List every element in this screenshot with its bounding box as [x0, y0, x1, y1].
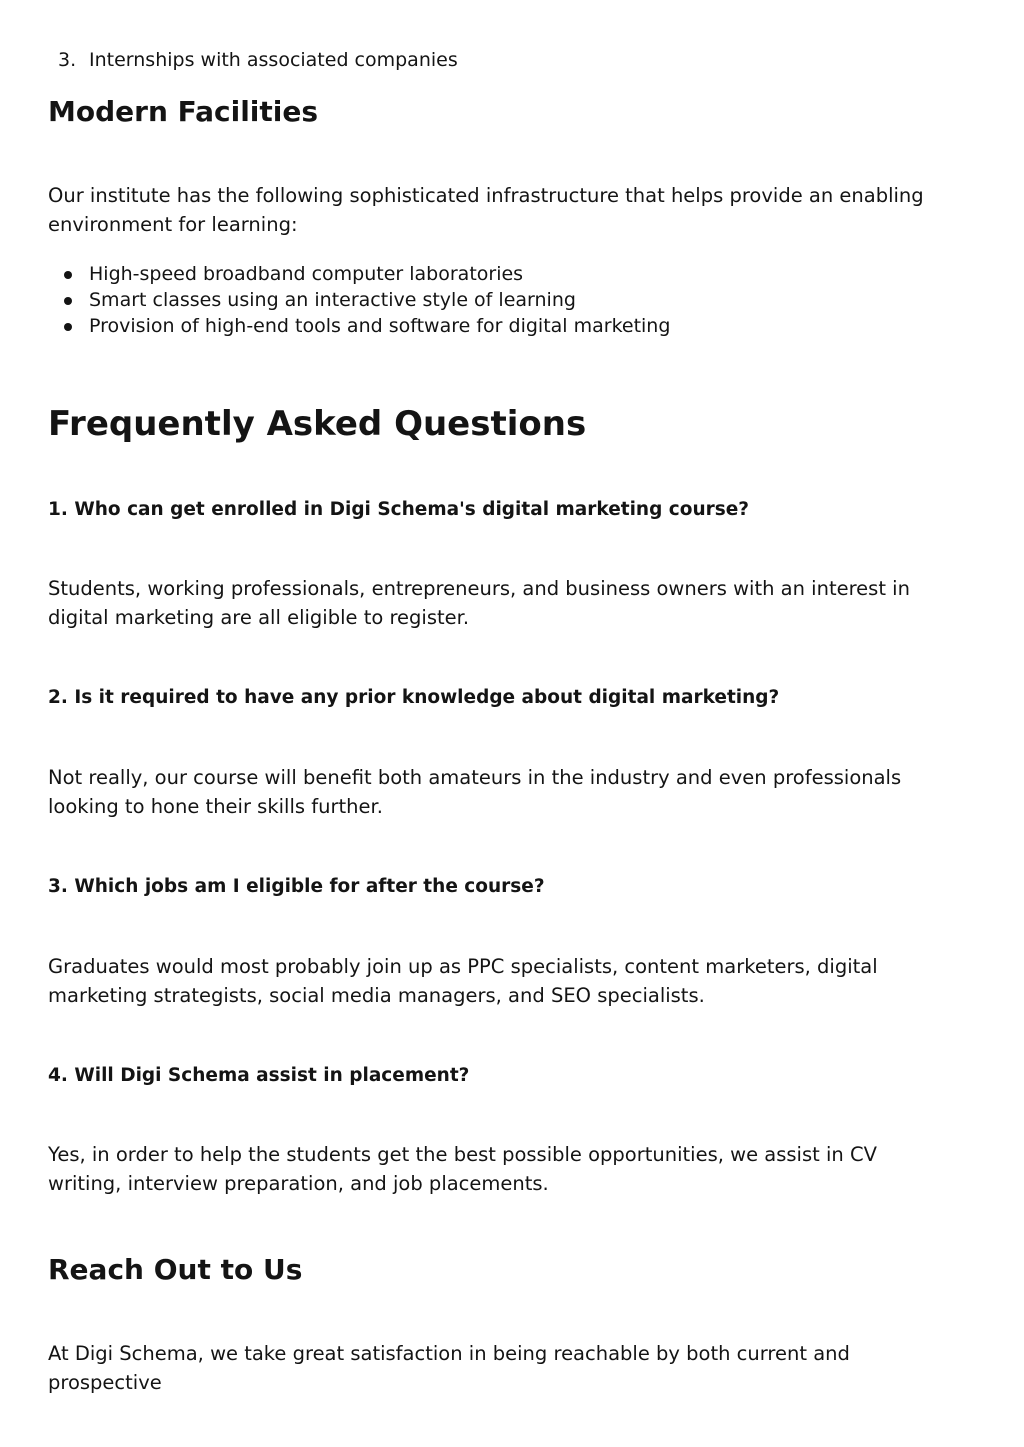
- faq-answer: Yes, in order to help the students get the best possible opportunities, we assist in CV writing, interview preparation, and job placements.: [48, 1143, 877, 1195]
- section-heading-contact: Reach Out to Us: [48, 1253, 303, 1286]
- bullet-icon: [64, 271, 72, 279]
- list-item-text: Provision of high-end tools and software for digital marketing: [89, 315, 671, 337]
- list-number: 3.: [58, 49, 77, 71]
- faq-answer: Students, working professionals, entrepreneurs, and business owners with an interest in digital marketing are all eligible to register.: [48, 577, 910, 629]
- faq-question: 2. Is it required to have any prior knowledge about digital marketing?: [48, 687, 780, 708]
- list-item-text: Internships with associated companies: [89, 49, 458, 71]
- contact-intro: At Digi Schema, we take great satisfaction in being reachable by both current and prospective: [48, 1342, 850, 1394]
- bullet-icon: [64, 323, 72, 331]
- list-item: [48, 287, 576, 313]
- section-heading-facilities: Modern Facilities: [48, 95, 319, 128]
- faq-answer: Graduates would most probably join up as PPC specialists, content marketers, digital marketing strategists, social media managers, and SEO specialists.: [48, 955, 878, 1007]
- faq-answer: Not really, our course will benefit both amateurs in the industry and even professionals looking to hone their skills further.: [48, 766, 902, 818]
- faq-question: 4. Will Digi Schema assist in placement?: [48, 1065, 470, 1086]
- faq-question: 1. Who can get enrolled in Digi Schema's digital marketing course?: [48, 499, 750, 520]
- facilities-intro: Our institute has the following sophisticated infrastructure that helps provide an enabling environment for learning:: [48, 184, 924, 236]
- list-item: [48, 313, 670, 339]
- bullet-icon: [64, 297, 72, 305]
- faq-question: 3. Which jobs am I eligible for after the course?: [48, 876, 545, 897]
- list-item: [48, 261, 523, 287]
- list-item-text: Smart classes using an interactive style of learning: [89, 289, 576, 311]
- list-item-text: High-speed broadband computer laboratories: [89, 263, 524, 285]
- section-heading-faq: Frequently Asked Questions: [48, 404, 587, 444]
- list-item: [48, 47, 458, 73]
